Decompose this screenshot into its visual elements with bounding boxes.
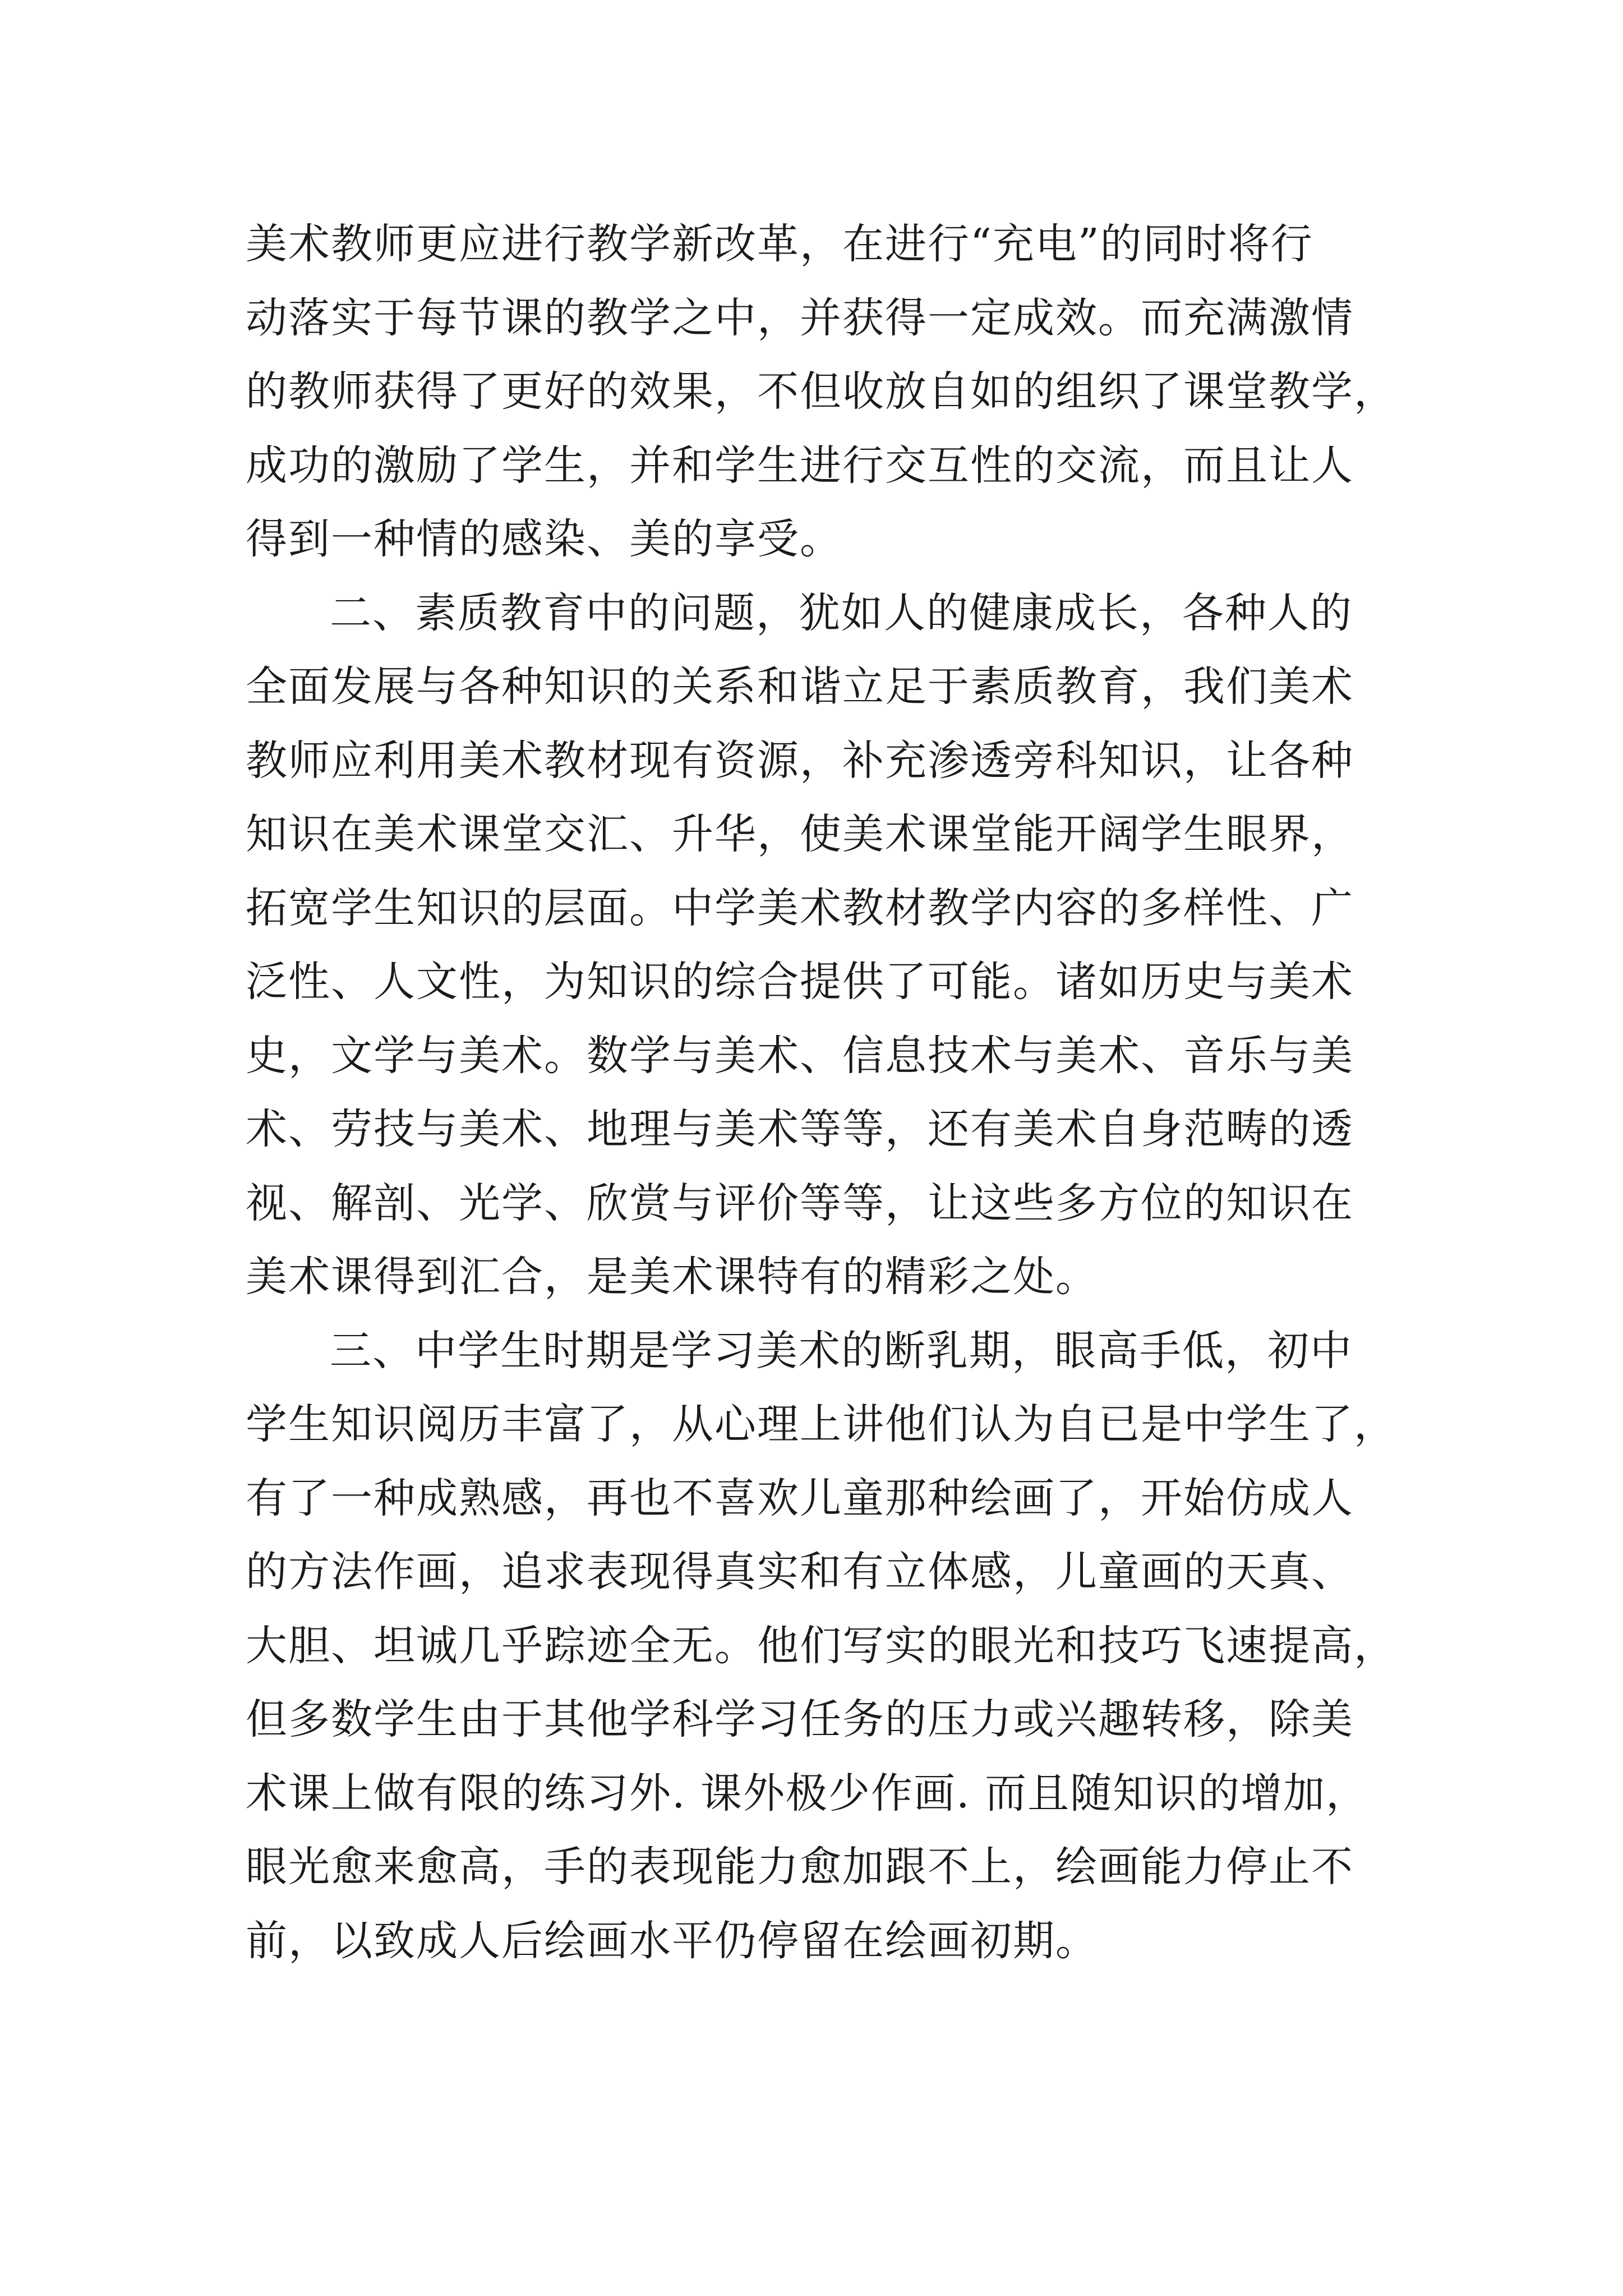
text-line: 拓宽学生知识的层面。中学美术教材教学内容的多样性、广 — [246, 884, 1354, 932]
text-line: 成功的激励了学生，并和学生进行交互性的交流，而且让人 — [246, 441, 1354, 490]
text-line: 眼光愈来愈高，手的表现能力愈加跟不上，绘画能力停止不 — [246, 1843, 1354, 1891]
text-line: 视、解剖、光学、欣赏与评价等等，让这些多方位的知识在 — [246, 1179, 1354, 1227]
paragraph-first-line: 二、素质教育中的问题，犹如人的健康成长，各种人的 — [330, 588, 1353, 637]
text-line: 知识在美术课堂交汇、升华，使美术课堂能开阔学生眼界， — [246, 810, 1354, 858]
text-line: 大胆、坦诚几乎踪迹全无。他们写实的眼光和技巧飞速提高， — [246, 1621, 1396, 1670]
text-line: 术课上做有限的练习外. 课外极少作画. 而且随知识的增加， — [246, 1769, 1369, 1818]
paragraph-first-line: 三、中学生时期是学习美术的断乳期，眼高手低，初中 — [330, 1326, 1353, 1375]
text-line: 的方法作画，追求表现得真实和有立体感，儿童画的天真、 — [246, 1548, 1354, 1596]
text-line: 前，以致成人后绘画水平仍停留在绘画初期。 — [246, 1916, 1098, 1965]
text-line: 学生知识阅历丰富了，从心理上讲他们认为自已是中学生了， — [246, 1400, 1396, 1448]
text-line: 泛性、人文性，为知识的综合提供了可能。诸如历史与美术 — [246, 958, 1354, 1006]
text-line: 美术教师更应进行教学新改革，在进行“充电”的同时将行 — [246, 220, 1313, 268]
text-line: 教师应利用美术教材现有资源，补充渗透旁科知识，让各种 — [246, 736, 1354, 785]
text-line: 史，文学与美术。数学与美术、信息技术与美术、音乐与美 — [246, 1031, 1354, 1080]
text-line: 动落实于每节课的教学之中，并获得一定成效。而充满激情 — [246, 293, 1354, 342]
text-line: 得到一种情的感染、美的享受。 — [246, 515, 842, 563]
text-line: 术、劳技与美术、地理与美术等等，还有美术自身范畴的透 — [246, 1105, 1354, 1153]
text-line: 美术课得到汇合，是美术课特有的精彩之处。 — [246, 1253, 1098, 1301]
text-line: 全面发展与各种知识的关系和谐立足于素质教育，我们美术 — [246, 662, 1354, 711]
text-line: 的教师获得了更好的效果，不但收放自如的组织了课堂教学， — [246, 367, 1396, 416]
text-line: 有了一种成熟感，再也不喜欢儿童那种绘画了，开始仿成人 — [246, 1474, 1354, 1522]
body-text — [246, 208, 1446, 1978]
text-line: 但多数学生由于其他学科学习任务的压力或兴趣转移，除美 — [246, 1695, 1354, 1743]
